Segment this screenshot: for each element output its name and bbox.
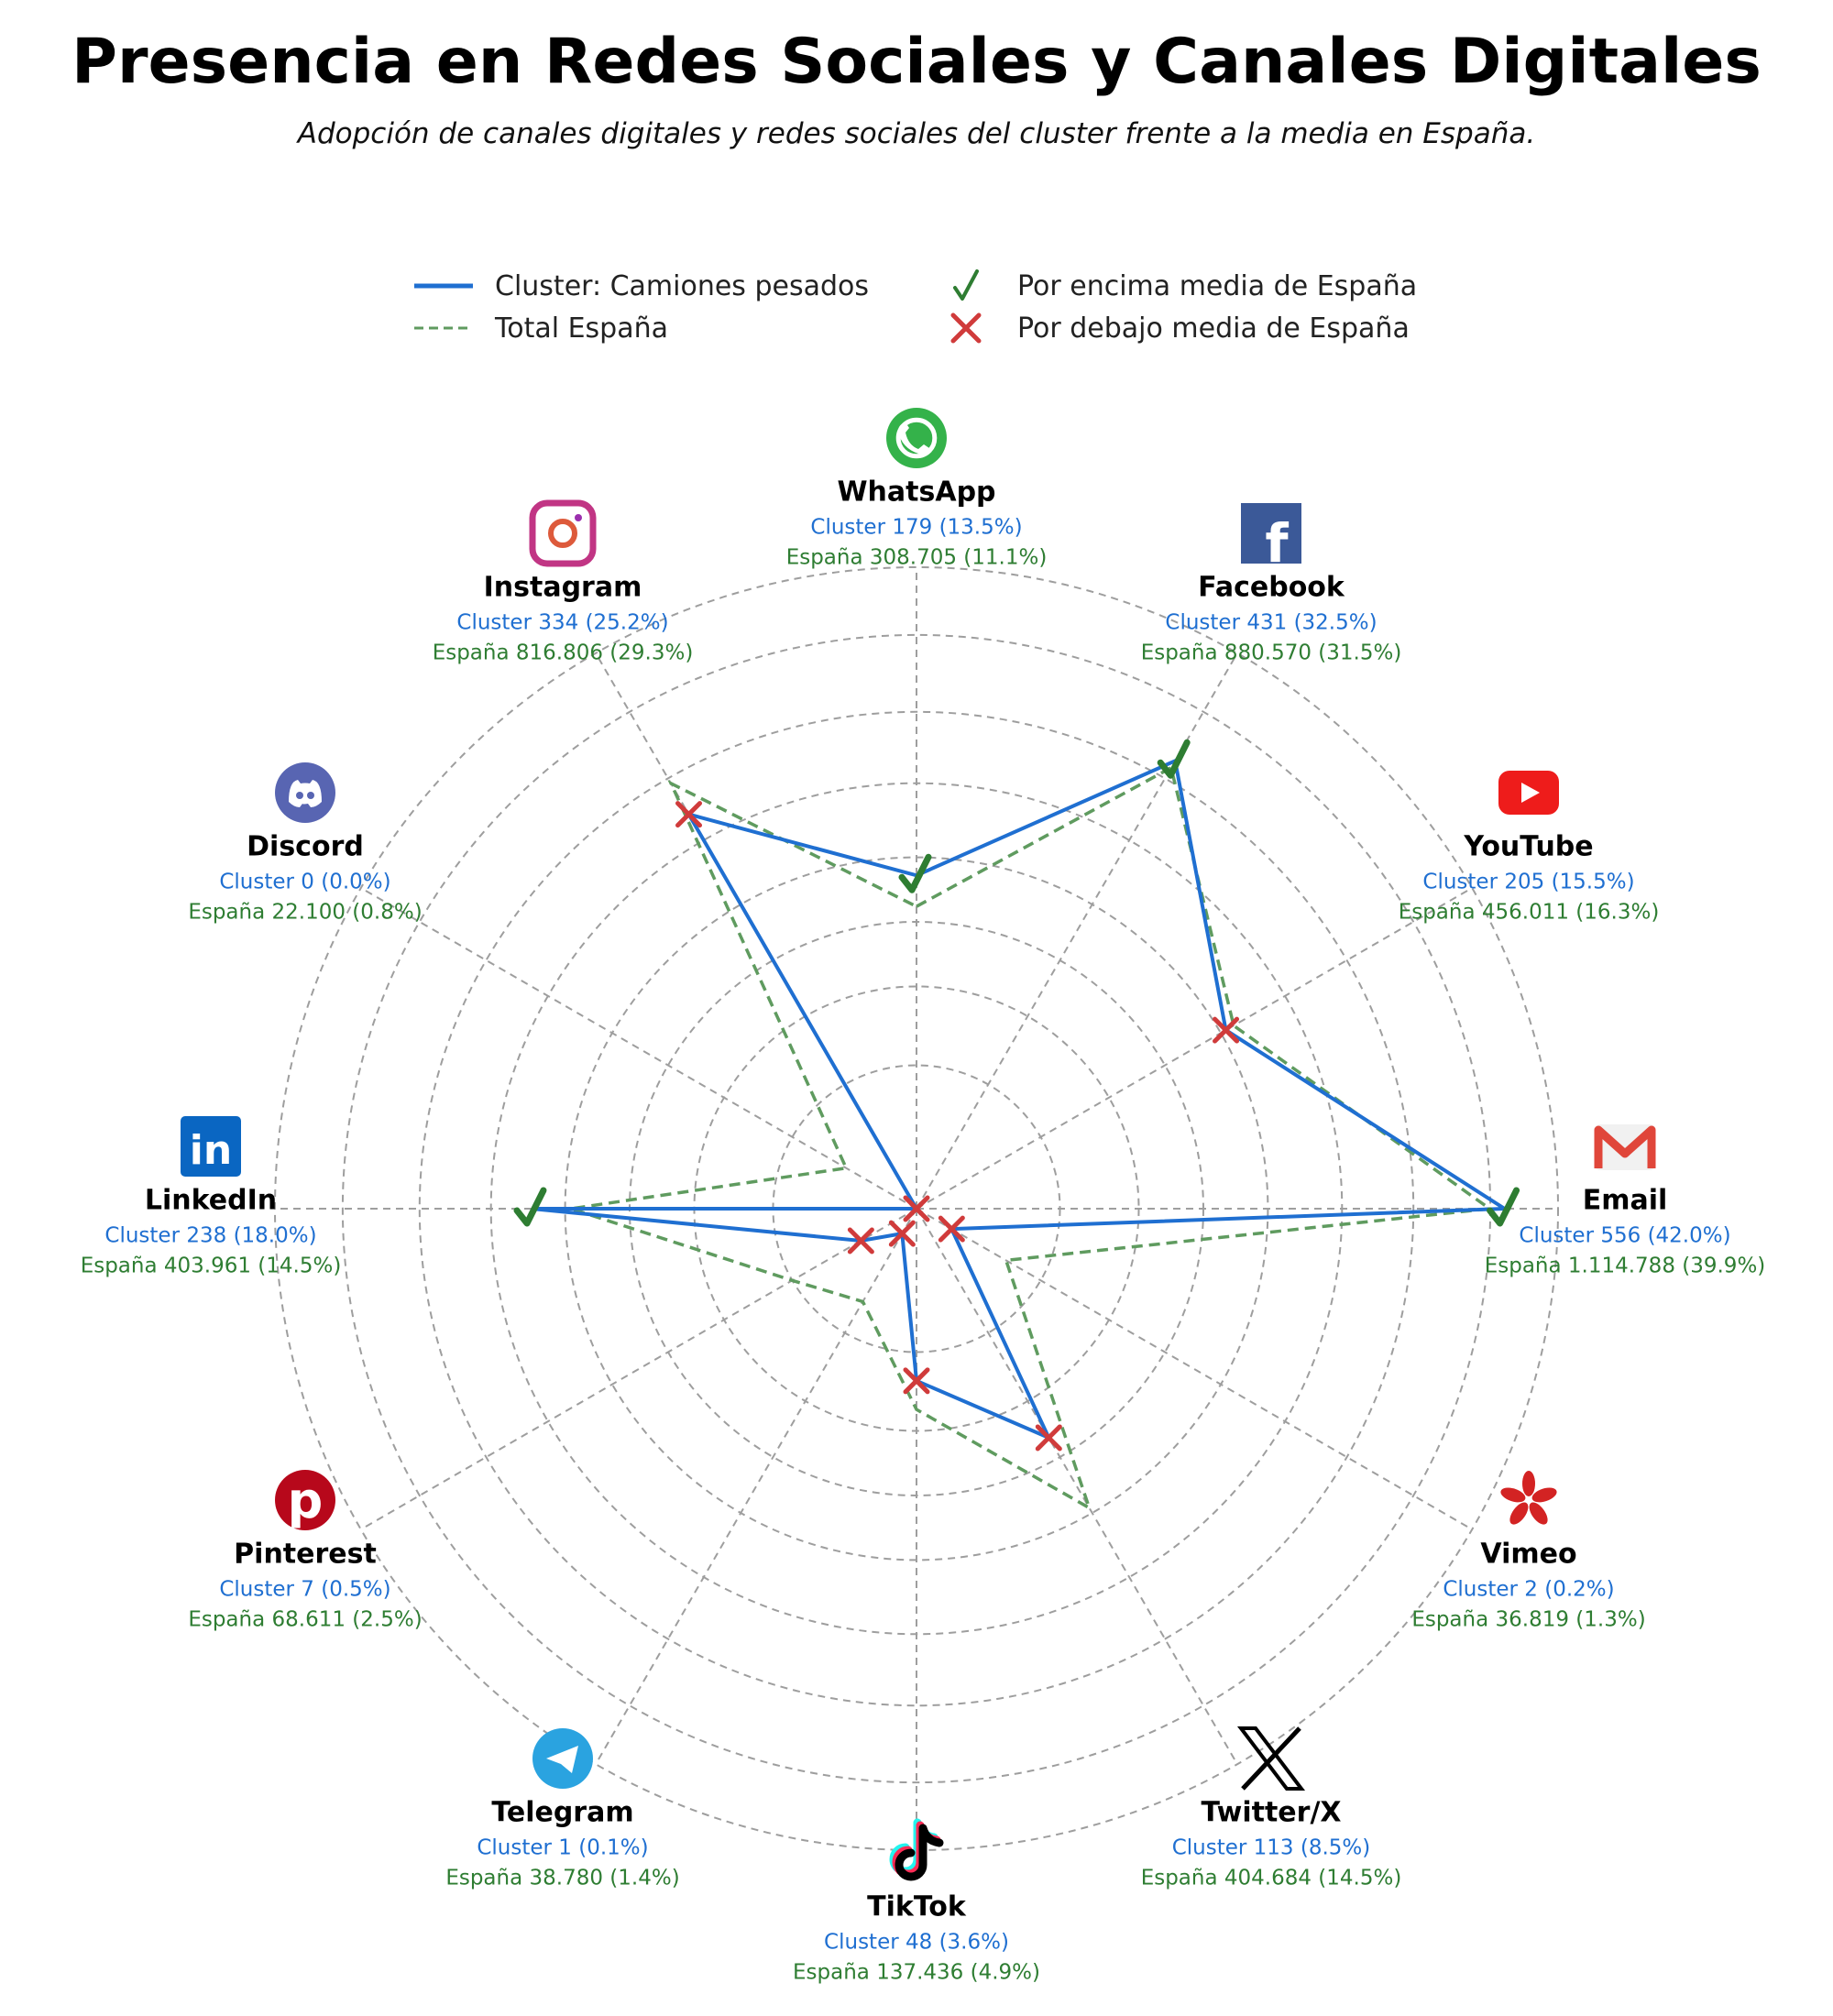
axis-name: Email <box>1582 1184 1668 1217</box>
axis-spain-label: España 404.684 (14.5%) <box>1140 1866 1402 1890</box>
whatsapp-icon <box>886 408 947 468</box>
axis-label-group-2 <box>1399 771 1660 925</box>
axis-cluster-label: Cluster 334 (25.2%) <box>456 610 669 635</box>
gmail-icon <box>1595 1124 1655 1170</box>
axis-spain-label: España 38.780 (1.4%) <box>445 1866 680 1890</box>
axis-name: YouTube <box>1464 830 1594 863</box>
instagram-lens <box>551 521 575 545</box>
legend-label-below: Por debajo media de España <box>1017 312 1410 345</box>
axis-label-group-8 <box>188 1470 422 1632</box>
axis-cluster-label: Cluster 205 (15.5%) <box>1422 870 1635 894</box>
axis-name: Vimeo <box>1480 1538 1577 1571</box>
axis-label-group-10 <box>188 762 422 925</box>
axis-label-group-11 <box>433 503 694 665</box>
axis-spain-label: España 308.705 (11.1%) <box>785 545 1048 570</box>
grid-spoke <box>916 653 1237 1209</box>
legend-label-cluster: Cluster: Camiones pesados <box>495 269 870 302</box>
axis-label-group-1 <box>1141 503 1402 665</box>
axis-spain-label: España 1.114.788 (39.9%) <box>1484 1254 1766 1278</box>
axis-cluster-label: Cluster 238 (18.0%) <box>104 1223 317 1248</box>
axis-cluster-label: Cluster 2 (0.2%) <box>1443 1577 1615 1602</box>
marker-below-5 <box>1037 1427 1059 1449</box>
axis-spain-label: España 137.436 (4.9%) <box>793 1960 1040 1985</box>
x-stroke-b <box>1243 1728 1300 1789</box>
chart-subtitle: Adopción de canales digitales y redes sociales del cluster frente a la media en España. <box>297 117 1536 150</box>
axis-cluster-label: Cluster 113 (8.5%) <box>1171 1835 1371 1860</box>
grid-spoke <box>596 1209 916 1764</box>
grid-spoke <box>916 1209 1472 1529</box>
x-icon <box>1241 1728 1301 1789</box>
axis-name: TikTok <box>867 1890 966 1923</box>
axis-spain-label: España 816.806 (29.3%) <box>432 641 694 665</box>
axis-name: WhatsApp <box>837 476 996 509</box>
axis-cluster-label: Cluster 1 (0.1%) <box>477 1835 649 1860</box>
pinterest-letter: p <box>287 1472 324 1529</box>
axis-label-group-6 <box>793 1823 1040 1985</box>
axis-name: LinkedIn <box>144 1184 278 1217</box>
series-line-cluster <box>532 761 1505 1438</box>
vimeo-petal <box>1522 1471 1535 1496</box>
axis-cluster-label: Cluster 556 (42.0%) <box>1519 1223 1731 1248</box>
axis-cluster-label: Cluster 0 (0.0%) <box>219 870 391 894</box>
facebook-letter: f <box>1265 512 1289 575</box>
axis-spain-label: España 36.819 (1.3%) <box>1411 1607 1646 1632</box>
axis-spain-label: España 403.961 (14.5%) <box>80 1254 342 1278</box>
linkedin-icon <box>181 1116 241 1177</box>
axis-name: Discord <box>247 830 364 863</box>
chart-title: Presencia en Redes Sociales y Canales Digitales <box>71 26 1762 98</box>
axis-name: Instagram <box>483 571 642 604</box>
axis-cluster-label: Cluster 48 (3.6%) <box>824 1930 1009 1955</box>
axis-spain-label: España 68.611 (2.5%) <box>188 1607 423 1632</box>
discord-eye <box>307 792 314 799</box>
telegram-icon <box>532 1728 593 1789</box>
discord-eye <box>296 792 303 799</box>
linkedin-letters: in <box>189 1127 233 1174</box>
legend-label-above: Por encima media de España <box>1017 269 1418 302</box>
axis-cluster-label: Cluster 431 (32.5%) <box>1165 610 1377 635</box>
vimeo-petal <box>1526 1499 1552 1528</box>
marker-above-1 <box>1160 742 1187 775</box>
youtube-icon <box>1498 771 1559 815</box>
axis-cluster-label: Cluster 179 (13.5%) <box>810 515 1023 540</box>
axis-spain-label: España 456.011 (16.3%) <box>1398 900 1660 925</box>
axis-label-group-0 <box>786 408 1048 570</box>
axis-name: Twitter/X <box>1201 1796 1342 1829</box>
instagram-dot <box>575 514 582 521</box>
discord-face <box>289 780 322 807</box>
axis-name: Telegram <box>491 1796 634 1829</box>
facebook-icon <box>1241 503 1301 575</box>
vimeo-petal <box>1507 1499 1532 1528</box>
axis-name: Pinterest <box>234 1538 377 1571</box>
axis-label-group-3 <box>1485 1124 1766 1278</box>
grid-spoke <box>361 888 916 1209</box>
axis-label-group-5 <box>1141 1728 1402 1890</box>
instagram-frame <box>532 503 593 564</box>
axis-label-group-7 <box>445 1728 679 1890</box>
axis-spain-label: España 880.570 (31.5%) <box>1140 641 1402 665</box>
instagram-icon <box>532 503 593 564</box>
legend-label-spain: Total España <box>495 312 669 345</box>
vimeo-icon <box>1498 1471 1558 1528</box>
grid-spoke <box>916 1209 1237 1764</box>
grid-spoke <box>361 1209 916 1529</box>
grid-spoke <box>916 888 1472 1209</box>
axis-label-group-4 <box>1411 1471 1645 1632</box>
axis-spain-label: España 22.100 (0.8%) <box>188 900 423 925</box>
axis-name: Facebook <box>1198 571 1345 604</box>
axis-cluster-label: Cluster 7 (0.5%) <box>219 1577 391 1602</box>
whatsapp-bg <box>886 408 947 468</box>
axis-label-group-9 <box>81 1116 342 1278</box>
discord-icon <box>275 762 335 823</box>
pinterest-icon <box>275 1470 335 1530</box>
